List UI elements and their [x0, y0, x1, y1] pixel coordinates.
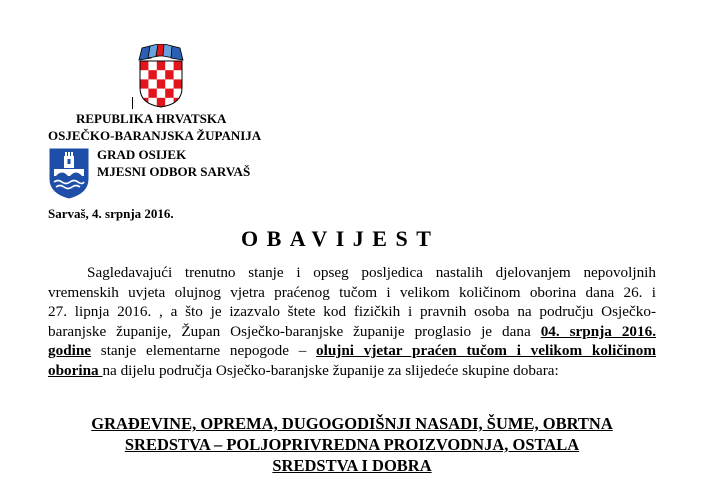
proclamation-date-suffix: godine	[48, 342, 92, 360]
paragraph-line-5-text: stanje elementarne nepogode –	[91, 342, 317, 360]
paragraph-line-6-text: na dijelu područja Osječko-baranjske županije za slijedeće skupine dobara:	[102, 361, 559, 379]
paragraph-line-3: 27. lipnja 2016. , a što je izazvalo štete kod fizičkih i pravnih osoba na području Osječko-	[48, 303, 656, 321]
categories-line-3: SREDSTVA I DOBRA	[272, 456, 432, 475]
croatian-coat-of-arms	[137, 44, 185, 108]
paragraph-line-4	[48, 322, 656, 342]
disaster-type: olujni vjetar praćen tučom i velikom količinom	[316, 342, 656, 360]
header-city: GRAD OSIJEK	[97, 147, 187, 162]
header-committee: MJESNI ODBOR SARVAŠ	[97, 164, 251, 179]
page-title: OBAVIJEST	[241, 226, 440, 251]
proclamation-date: 04. srpnja 2016.	[540, 322, 656, 340]
paragraph-line-1: Sagledavajući trenutno stanje i opseg posljedica nastalih djelovanjem nepovoljnih	[87, 264, 656, 281]
paragraph-line-2: vremenskih uvjeta olujnog vjetra praćenog tučom i velikom količinom oborina dana 26. i	[48, 283, 656, 301]
date-line: Sarvaš, 4. srpnja 2016.	[48, 206, 174, 221]
announcement-paragraph	[48, 263, 656, 381]
paragraph-line-6	[48, 361, 656, 381]
categories-line-1: GRAĐEVINE, OPREMA, DUGOGODIŠNJI NASADI, ŠUME, OBRTNA	[91, 414, 613, 433]
osijek-coat-of-arms	[48, 147, 90, 199]
disaster-type-end: oborina	[48, 361, 103, 379]
margin-mark	[132, 97, 133, 109]
paragraph-line-4-text: baranjske županije, Župan Osječko-baranjske županije proglasio je dana	[48, 322, 541, 340]
header-republic: REPUBLIKA HRVATSKA	[76, 111, 227, 126]
categories-line-2: SREDSTVA – POLJOPRIVREDNA PROIZVODNJA, OSTALA	[124, 435, 580, 454]
header-county: OSJEČKO-BARANJSKA ŽUPANIJA	[48, 128, 262, 143]
asset-categories	[48, 413, 656, 476]
paragraph-line-5	[48, 341, 656, 361]
